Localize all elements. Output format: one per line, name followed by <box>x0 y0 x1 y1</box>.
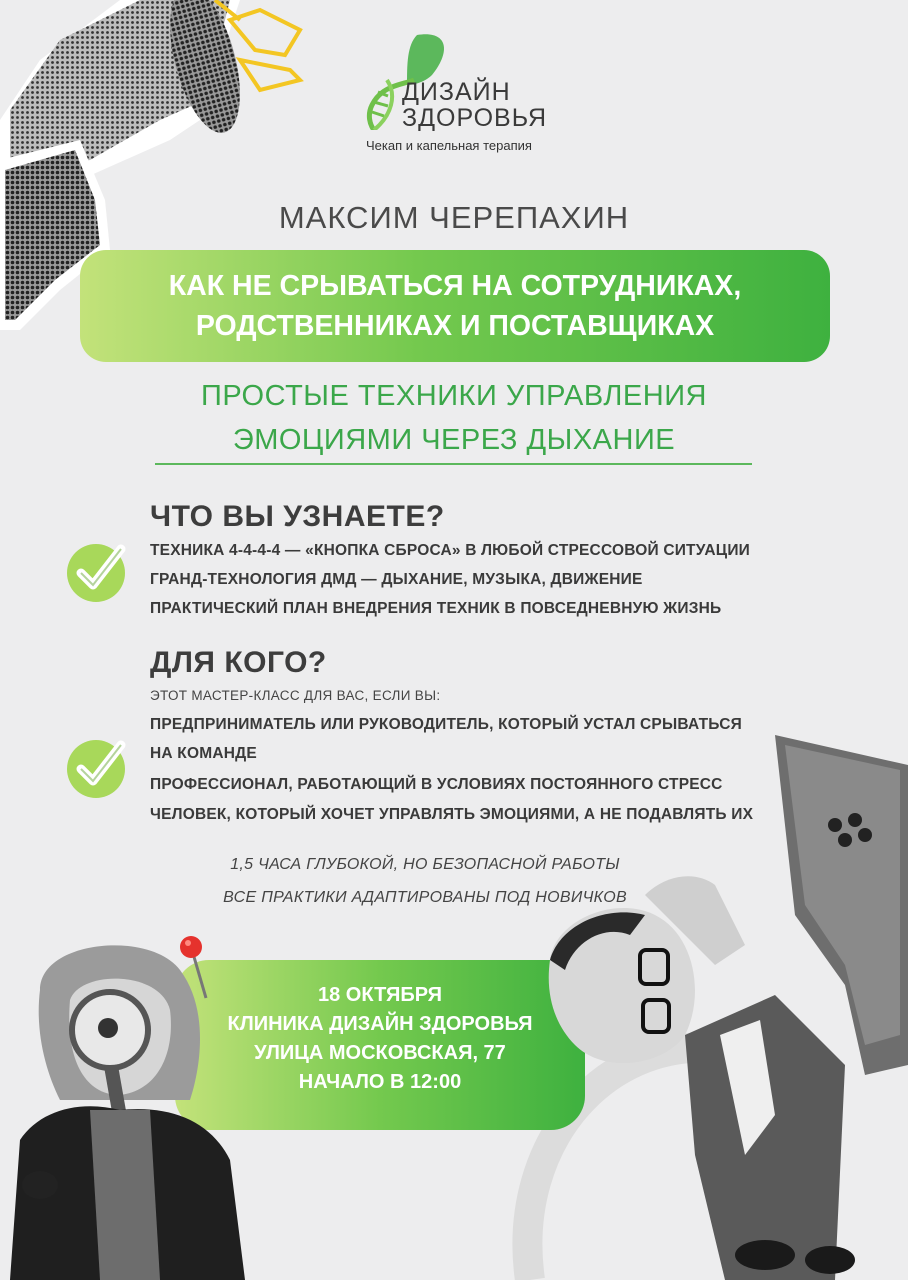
learn-heading: ЧТО ВЫ УЗНАЕТЕ? <box>150 500 445 533</box>
check-icon <box>63 733 129 799</box>
headline-line-2: РОДСТВЕННИКАХ И ПОСТАВЩИКАХ <box>195 310 715 342</box>
learn-item: ПРАКТИЧЕСКИЙ ПЛАН ВНЕДРЕНИЯ ТЕХНИК В ПОВСЕДНЕВНУЮ ЖИЗНЬ <box>150 600 722 617</box>
audience-heading: ДЛЯ КОГО? <box>150 646 327 679</box>
audience-item: ЧЕЛОВЕК, КОТОРЫЙ ХОЧЕТ УПРАВЛЯТЬ ЭМОЦИЯМИ, А НЕ ПОДАВЛЯТЬ ИХ <box>150 806 754 823</box>
event-start-time: НАЧАЛО В 12:00 <box>298 1071 462 1093</box>
logo-tagline: Чекап и капельная терапия <box>366 138 532 153</box>
brand-logo <box>362 26 562 156</box>
divider <box>155 463 752 465</box>
subtitle <box>0 374 908 462</box>
audience-intro: ЭТОТ МАСТЕР-КЛАСС ДЛЯ ВАС, ЕСЛИ ВЫ: <box>150 688 441 703</box>
note-line: 1,5 ЧАСА ГЛУБОКОЙ, НО БЕЗОПАСНОЙ РАБОТЫ <box>230 856 620 873</box>
speaker-name: МАКСИМ ЧЕРЕПАХИН <box>278 200 630 235</box>
logo-line-2: ЗДОРОВЬЯ <box>402 104 548 132</box>
event-venue: КЛИНИКА ДИЗАЙН ЗДОРОВЬЯ <box>227 1013 533 1035</box>
learn-item: ТЕХНИКА 4-4-4-4 — «КНОПКА СБРОСА» В ЛЮБОЙ СТРЕССОВОЙ СИТУАЦИИ <box>150 542 751 559</box>
event-date: 18 ОКТЯБРЯ <box>318 984 442 1006</box>
check-icon <box>63 537 129 603</box>
man-glasses-illustration <box>545 735 908 1280</box>
headline <box>80 266 830 346</box>
audience-item: ПРОФЕССИОНАЛ, РАБОТАЮЩИЙ В УСЛОВИЯХ ПОСТОЯННОГО СТРЕСС <box>150 776 723 793</box>
headline-line-1: КАК НЕ СРЫВАТЬСЯ НА СОТРУДНИКАХ, <box>168 270 742 302</box>
subtitle-line-1: ПРОСТЫЕ ТЕХНИКИ УПРАВЛЕНИЯ <box>201 380 707 412</box>
audience-item: ПРЕДПРИНИМАТЕЛЬ ИЛИ РУКОВОДИТЕЛЬ, КОТОРЫЙ УСТАЛ СРЫВАТЬСЯ <box>150 716 742 733</box>
headline-banner <box>80 250 830 362</box>
subtitle-line-2: ЭМОЦИЯМИ ЧЕРЕЗ ДЫХАНИЕ <box>232 424 676 456</box>
note-line: ВСЕ ПРАКТИКИ АДАПТИРОВАНЫ ПОД НОВИЧКОВ <box>223 889 627 906</box>
audience-item: НА КОМАНДЕ <box>150 745 257 762</box>
learn-item: ГРАНД-ТЕХНОЛОГИЯ ДМД — ДЫХАНИЕ, МУЗЫКА, ДВИЖЕНИЕ <box>150 571 643 588</box>
event-address: УЛИЦА МОСКОВСКАЯ, 77 <box>254 1042 506 1064</box>
logo-line-1: ДИЗАЙН <box>402 78 511 106</box>
woman-magnifier-illustration <box>0 930 250 1280</box>
